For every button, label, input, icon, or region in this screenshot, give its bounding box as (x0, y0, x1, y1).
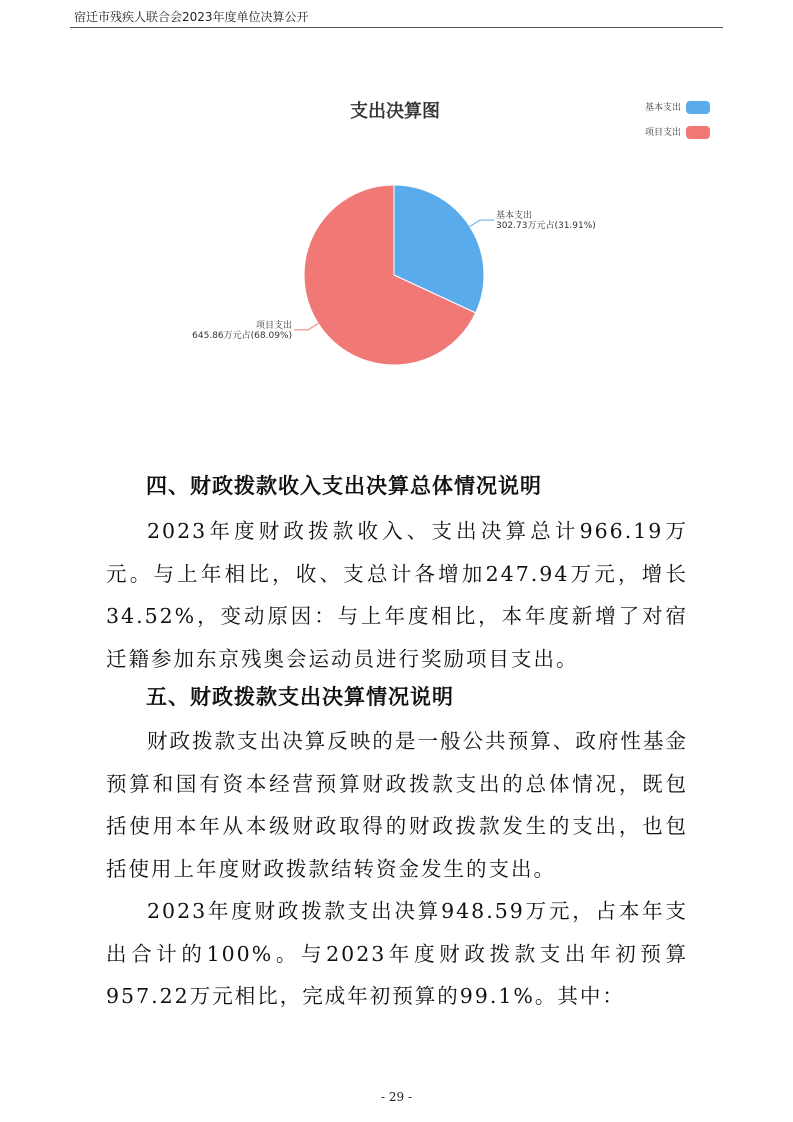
section-4-heading: 四、财政拨款收入支出决算总体情况说明 (146, 474, 542, 498)
legend-label-2: 项目支出 (644, 128, 681, 138)
header-rule (70, 27, 723, 28)
section-4-paragraph: 2023年度财政拨款收入、支出决算总计966.19万元。与上年相比，收、支总计各增加247.94万元，增长34.52%，变动原因：与上年度相比，本年度新增了对宿迁籍参加东京残奥会运动员进行奖励项目支出。 (106, 519, 688, 671)
section-5-paragraph-1: 财政拨款支出决算反映的是一般公共预算、政府性基金预算和国有资本经营预算财政拨款支出的总体情况，既包括使用本年从本级财政取得的财政拨款发生的支出，也包括使用上年度财政拨款结转资金发生的支出。 (106, 729, 688, 881)
slice-leader-line-2 (294, 323, 318, 329)
page-number: - 29 - (380, 1090, 412, 1104)
section-5-heading: 五、财政拨款支出决算情况说明 (146, 685, 454, 709)
document-header: 宿迁市残疾人联合会2023年度单位决算公开 (74, 10, 309, 24)
slice-label-1-line-2: 302.73万元占(31.91%) (495, 221, 596, 232)
pie-slices (304, 185, 484, 365)
section-5-paragraph-2: 2023年度财政拨款支出决算948.59万元，占本年支出合计的100%。与2023年度财政拨款支出年初预算957.22万元相比，完成年初预算的99.1%。其中： (106, 899, 688, 1008)
legend-label-1: 基本支出 (644, 103, 681, 113)
slice-leader-line-1 (470, 220, 494, 226)
slice-label-2-line-1: 项目支出 (256, 320, 293, 331)
expenditure-pie-chart (150, 88, 730, 418)
legend-swatch-1 (686, 101, 710, 114)
pie-chart-svg (150, 88, 730, 418)
legend-swatch-2 (686, 126, 710, 139)
chart-legend (645, 101, 710, 139)
slice-label-1-line-1: 基本支出 (495, 211, 532, 222)
slice-label-2-line-2: 645.86万元占(68.09%) (192, 330, 293, 341)
chart-title: 支出决算图 (350, 101, 440, 122)
